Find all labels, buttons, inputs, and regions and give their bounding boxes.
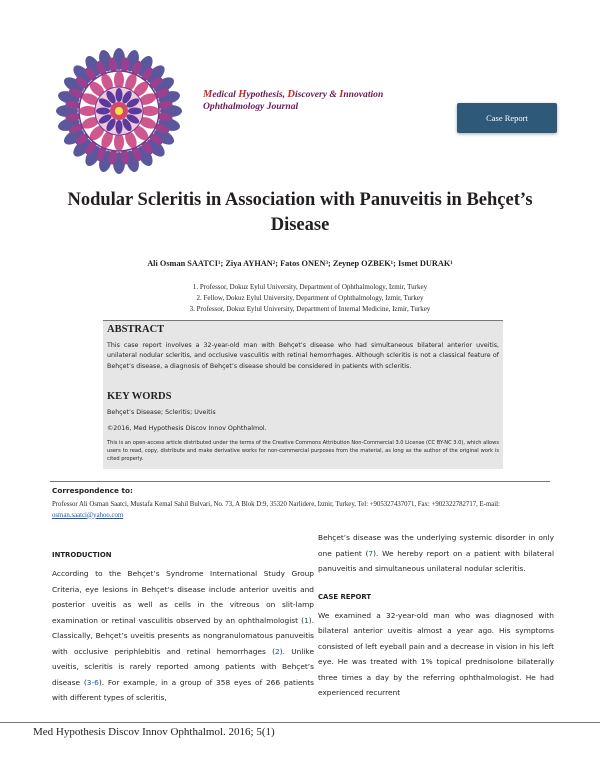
case-report-text: We examined a 32-year-old man who was diagnosed with bilateral anterior uveitis almost a year ago. His symptoms consisted of left eyeball pain and a decrease in vision in his left eye. He was treated with 1% topical prednisolone bilaterally three times a day by the referring ophthalmologist. He had experienced recurrent	[318, 610, 554, 697]
logo-ornament	[141, 106, 159, 116]
correspondence-label: Correspondence to:	[52, 486, 133, 495]
logo-ornament	[115, 107, 123, 115]
affiliation-1: 1. Professor, Dokuz Eylul University, Department of Ophthalmology, Izmir, Turkey	[192, 283, 428, 291]
right-column	[318, 530, 554, 701]
abstract-text: This case report involves a 32-year-old man with Behçet’s disease who had simultaneous bilateral anterior uveitis, unilateral nodular scleritis, and occlusive vasculitis with retinal hemorrhages. Although scleritis is not a classical feature of Behçet’s disease, a diagnosis of Behçet’s disease should be considered in patients with scleritis.	[107, 342, 499, 370]
journal-name-initial: D	[287, 89, 295, 100]
affiliation-2: 2. Fellow, Dokuz Eylul University, Department of Ophthalmology, Izmir, Turkey	[196, 294, 424, 302]
logo-ornament	[116, 120, 123, 134]
journal-name-word: ypothesis,	[246, 89, 288, 100]
license-text: This is an open-access article distributed under the terms of the Creative Commons Attribution Non-Commercial 3.0 License (CC BY-NC 3.0), which allows users to read, copy, distribute and make derivative works for non-commercial purposes from the material, as long as the author of the original work is cited properly.	[107, 440, 499, 463]
footer-citation: Med Hypothesis Discov Innov Ophthalmol. 2016; 5(1)	[33, 726, 275, 738]
logo-ornament	[96, 108, 110, 115]
logo-ornament	[114, 71, 124, 89]
journal-name-word: iscovery &	[295, 89, 340, 100]
correspondence-text	[52, 500, 552, 521]
article-title: Nodular Scleritis in Association with Panuveitis in Behçet’s Disease	[67, 190, 533, 235]
journal-name	[203, 89, 383, 100]
reference-link[interactable]: 7	[368, 548, 374, 558]
journal-name-initial: H	[238, 89, 247, 100]
journal-logo	[54, 46, 184, 176]
journal-name-word: edical	[212, 89, 239, 100]
journal-name-initial: M	[203, 89, 213, 100]
author-list: Ali Osman SAATCI¹; Ziya AYHAN²; Fatos ONEN³; Zeynep OZBEK¹; Ismet DURAK¹	[147, 259, 453, 268]
introduction-text: According to the Behçet’s Syndrome International Study Group Criteria, eye lesions in Behçet’s disease include anterior uveitis and posterior uveitis as well as cells in the vitreous on slit-lamp examination or retinal vasculitis observed by an ophthalmologist (1). Classically, Behçet’s uveitis presents as nongranulomatous panuveitis with occlusive periphlebitis and retinal hemorrhages (2). Unlike uveitis, scleritis is rarely reported among patients with Behçet’s disease (3-6). For example, in a group of 358 eyes of 266 patients with different types of scleritis,	[52, 569, 314, 702]
footer-divider	[0, 722, 600, 723]
reference-link[interactable]: 1	[304, 615, 309, 625]
logo-ornament	[116, 88, 123, 102]
correspondence-address: Professor Ali Osman Saatci, Mustafa Kemal Sahil Bulvari, No. 73, A Blok D:9, 35320 Narlidere, Izmir, Turkey, Tel: +905327437071, Fax: +902322782717, E-mail:	[52, 501, 500, 508]
keywords: Behçet’s Disease; Scleritis; Uveitis	[107, 409, 216, 416]
reference-link[interactable]: 3-6	[86, 677, 99, 687]
journal-name-word: nnovation	[343, 89, 384, 100]
left-column	[52, 551, 314, 706]
case-report-heading: CASE REPORT	[318, 592, 372, 601]
abstract-heading: ABSTRACT	[107, 324, 165, 335]
keywords-heading: KEY WORDS	[107, 391, 172, 402]
journal-name-initial: I	[339, 89, 344, 100]
journal-subtitle: Ophthalmology Journal	[203, 101, 299, 112]
logo-ornament	[128, 108, 142, 115]
article-type-badge: Case Report	[457, 103, 557, 133]
logo-ornament	[79, 106, 97, 116]
introduction-continued: Behçet’s disease was the underlying systemic disorder in only one patient (7). We hereby report on a patient with bilateral panuveitis and simultaneous unilateral nodular scleritis.	[318, 533, 554, 573]
affiliation-3: 3. Professor, Dokuz Eylul University, Department of Internal Medicine, Izmir, Turkey	[189, 305, 431, 313]
copyright: ©2016, Med Hypothesis Discov Innov Ophthalmol.	[107, 425, 267, 432]
mandala-logo-icon	[54, 46, 184, 176]
abstract-box	[103, 320, 503, 469]
affiliations	[100, 282, 520, 315]
introduction-heading: INTRODUCTION	[52, 551, 112, 559]
reference-link[interactable]: 2	[275, 646, 280, 656]
email-link[interactable]: osman.saatci@yahoo.com	[52, 511, 124, 519]
logo-ornament	[114, 133, 124, 151]
section-divider	[50, 481, 550, 482]
